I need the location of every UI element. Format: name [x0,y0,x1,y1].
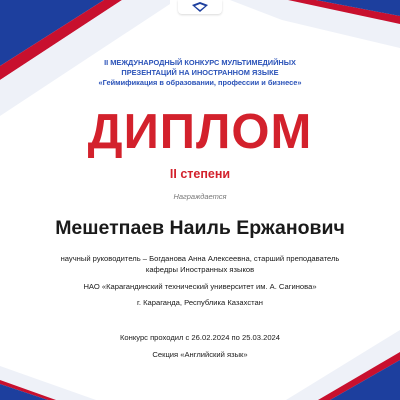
supervisor-line-2: кафедры Иностранных языков [145,264,255,274]
supervisor-text [50,254,350,275]
contest-heading [40,58,360,88]
university-text: НАО «Карагандинский технический университет им. А. Сагинова» [83,282,317,291]
logo-badge [178,0,222,14]
contest-line-2: ПРЕЗЕНТАЦИЙ НА ИНОСТРАННОМ ЯЗЫКЕ [121,68,279,77]
recipient-name: Мешетпаев Наиль Ержанович [55,217,345,239]
diploma-degree: II степени [169,167,231,181]
emblem-icon [190,1,210,13]
contest-dates: Конкурс проходил с 26.02.2024 по 25.03.2024 [119,333,281,342]
city-text: г. Караганда, Республика Казахстан [137,298,263,307]
contest-line-1: II МЕЖДУНАРОДНЫЙ КОНКУРС МУЛЬТИМЕДИЙНЫХ [104,58,296,67]
contest-line-3: «Геймификация в образовании, профессии и бизнесе» [98,78,302,87]
awarded-label: Награждается [173,192,227,201]
supervisor-line-1: научный руководитель – Богданова Анна Алексеевна, старший преподаватель [60,254,340,263]
diploma-title: ДИПЛОМ [87,105,313,159]
contest-section: Секция «Английский язык» [152,350,248,359]
